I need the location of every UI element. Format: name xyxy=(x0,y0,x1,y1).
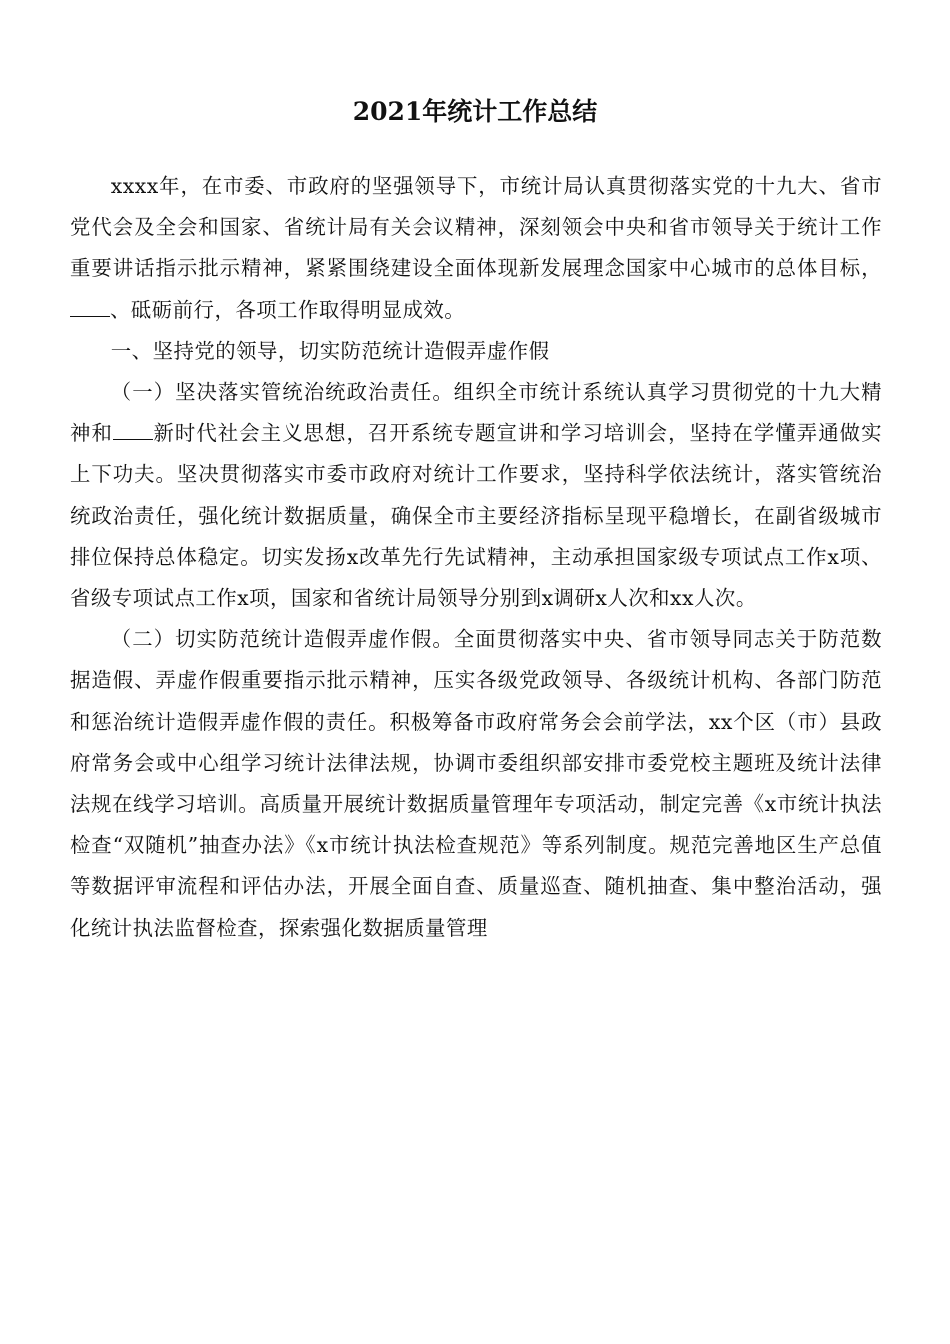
paragraph-text: xxxx年，在市委、市政府的坚强领导下，市统计局认真贯彻落实党的十九大、省市党代会及全会和国家、省统计局有关会议精神，深刻领会中央和省市领导关于统计工作重要讲话指示批示精神，紧紧围绕建设全面体现新发展理念国家中心城市的总体目标， xyxy=(70,174,882,281)
paragraph-text: （二）切实防范统计造假弄虚作假。全面贯彻落实中央、省市领导同志关于防范数据造假、弄虚作假重要指示批示精神，压实各级党政领导、各级统计机构、各部门防范和惩治统计造假弄虚作假的责任。积极筹备市政府常务会会前学法，xx个区（市）县政府常务会或中心组学习统计法律法规，协调市委组织部安排市委党校主题班及统计法律法规在线学习培训。高质量开展统计数据质量管理年专项活动，制定完善《x市统计执法检查“双随机”抽查办法》《x市统计执法检查规范》等系列制度。规范完善地区生产总值等数据评审流程和评估办法，开展全面自查、质量巡查、随机抽查、集中整治活动，强化统计执法监督检查，探索强化数据质量管理 xyxy=(70,627,882,940)
paragraph-text: 、砥砺前行，各项工作取得明显成效。 xyxy=(110,297,466,322)
section-heading xyxy=(70,331,882,372)
document-title: 2021年统计工作总结 xyxy=(352,97,598,126)
section-heading-text: 一、坚持党的领导，切实防范统计造假弄虚作假 xyxy=(110,338,550,363)
document-body xyxy=(70,166,882,949)
subsection-paragraph-1 xyxy=(70,372,882,619)
paragraph-text: 新时代社会主义思想，召开系统专题宣讲和学习培训会，坚持在学懂弄通做实上下功夫。坚决贯彻落实市委市政府对统计工作要求，坚持科学依法统计，落实管统治统政治责任，强化统计数据质量，确保全市主要经济指标呈现平稳增长，在副省级城市排位保持总体稳定。切实发扬x改革先行先试精神，主动承担国家级专项试点工作x项、省级专项试点工作x项，国家和省统计局领导分别到x调研x人次和xx人次。 xyxy=(70,421,882,611)
intro-paragraph xyxy=(70,166,882,331)
fill-in-blank xyxy=(113,421,153,440)
subsection-paragraph-2 xyxy=(70,619,882,949)
fill-in-blank xyxy=(70,298,110,317)
paragraph-text: （一）坚决落实管统治统政治责任。组织全市统计系统认真学习贯彻党的十九大精神和 xyxy=(70,380,882,446)
